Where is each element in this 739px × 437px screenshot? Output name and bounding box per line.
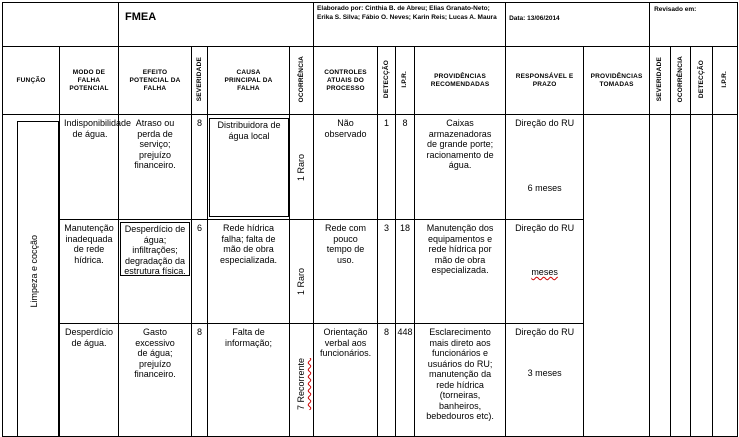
col-modo: MODO DE FALHA POTENCIAL bbox=[60, 47, 119, 115]
col-efeito: EFEITO POTENCIAL DA FALHA bbox=[119, 47, 192, 115]
col-funcao: FUNÇÃO bbox=[3, 47, 60, 115]
deteccao: 3 bbox=[378, 220, 396, 324]
deteccao: 8 bbox=[378, 324, 396, 437]
revised-on: Revisado em: bbox=[650, 3, 738, 47]
efeito: Gasto excessivo de água; prejuízo financeiro. bbox=[119, 324, 192, 437]
date: Data: 13/06/2014 bbox=[506, 3, 650, 47]
col-severidade-2: SEVERIDADE bbox=[656, 56, 664, 102]
responsavel: Direção do RU bbox=[515, 223, 575, 233]
deteccao: 1 bbox=[378, 115, 396, 220]
col-causa: CAUSA PRINCIPAL DA FALHA bbox=[208, 47, 290, 115]
document-title: FMEA bbox=[119, 3, 314, 47]
modo-falha: Manutenção inadequada de rede hídrica. bbox=[60, 220, 119, 324]
ipr: 18 bbox=[396, 220, 415, 324]
severidade: 6 bbox=[192, 220, 208, 324]
ocorrencia: 1 Raro bbox=[296, 153, 306, 181]
col-responsavel: RESPONSÁVEL E PRAZO bbox=[506, 47, 584, 115]
table-row bbox=[3, 115, 738, 220]
ocorrencia: 1 Raro bbox=[296, 267, 306, 295]
ipr: 448 bbox=[396, 324, 415, 437]
responsavel: Direção do RU bbox=[515, 118, 575, 128]
prazo: 6 meses bbox=[527, 183, 562, 193]
providencias: Caixas armazenadoras de grande porte; racionamento de água. bbox=[415, 115, 506, 220]
causa: Rede hídrica falha; falta de mão de obra especializada. bbox=[208, 220, 290, 324]
col-controles: CONTROLES ATUAIS DO PROCESSO bbox=[314, 47, 378, 115]
col-deteccao-2: DETECÇÃO bbox=[697, 59, 705, 99]
funcao-cell bbox=[3, 115, 60, 437]
providencias: Manutenção dos equipamentos e rede hídrica por mão de obra especializada. bbox=[415, 220, 506, 324]
col-ipr: I.P.R. bbox=[401, 70, 409, 88]
responsavel: Direção do RU bbox=[515, 327, 575, 337]
controles: Não observado bbox=[314, 115, 378, 220]
efeito: Desperdício de água; infiltrações; degradação da estrutura física. bbox=[120, 222, 190, 276]
ocorrencia: 7 Recorrente bbox=[296, 357, 306, 410]
modo-falha: Indisponibilidade de água. bbox=[60, 115, 119, 220]
col-ocorrencia: OCORRÊNCIA bbox=[297, 55, 305, 103]
prazo: 3 meses bbox=[527, 368, 562, 378]
controles: Orientação verbal aos funcionários. bbox=[314, 324, 378, 437]
fmea-sheet bbox=[2, 2, 737, 427]
col-providencias: PROVIDÊNCIAS RECOMENDADAS bbox=[415, 47, 506, 115]
col-providencias-tomadas: PROVIDÊNCIAS TOMADAS bbox=[584, 47, 650, 115]
causa: Falta de informação; bbox=[208, 324, 290, 437]
ipr: 8 bbox=[396, 115, 415, 220]
providencias: Esclarecimento mais direto aos funcionários e usuários do RU; manutenção da rede hídrica (torneiras, banheiros, bebedouros etc). bbox=[415, 324, 506, 437]
prazo: meses bbox=[531, 267, 558, 277]
prepared-by: Elaborado por: Cinthia B. de Abreu; Elias Granato-Neto; Erika S. Silva; Fábio O. Neves; Karin Reis; Lucas A. Maura bbox=[314, 3, 506, 47]
controles: Rede com pouco tempo de uso. bbox=[314, 220, 378, 324]
causa: Distribuidora de água local bbox=[209, 118, 289, 217]
modo-falha: Desperdício de água. bbox=[60, 324, 119, 437]
providencias-tomadas bbox=[584, 115, 650, 437]
col-deteccao: DETECÇÃO bbox=[382, 59, 390, 99]
col-severidade: SEVERIDADE bbox=[195, 56, 203, 102]
col-ipr-2: I.P.R. bbox=[721, 70, 729, 88]
col-ocorrencia-2: OCORRÊNCIA bbox=[676, 55, 684, 103]
severidade: 8 bbox=[192, 115, 208, 220]
efeito: Atraso ou perda de serviço; prejuízo financeiro. bbox=[119, 115, 192, 220]
fmea-table bbox=[2, 2, 738, 437]
severidade: 8 bbox=[192, 324, 208, 437]
funcao-value: Limpeza e cocção bbox=[29, 235, 39, 308]
